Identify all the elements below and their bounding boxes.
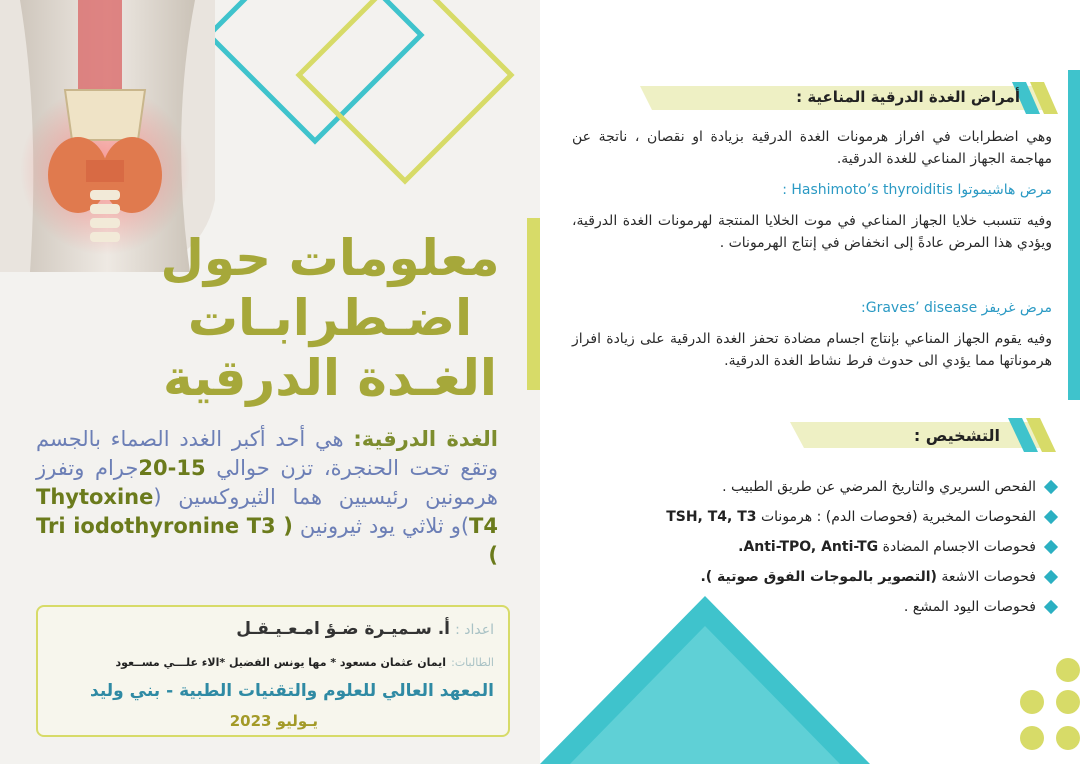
autoimmune-intro: وهي اضطرابات في افراز هرمونات الغدة الدرقية بزيادة او نقصان ، ناتجة عن مهاجمة الجهاز المناعي للغدة الدرقية. (572, 129, 1052, 167)
right-panel (540, 0, 1080, 764)
diagnosis-item-text: الفحص السريري والتاريخ المرضي عن طريق الطبيب . (722, 479, 1036, 495)
diamond-bullet-icon (1044, 510, 1058, 524)
prepared-by-row (236, 619, 494, 639)
students-names: ايمان عثمان مسعود * مها يونس الفضيل *الاء علـــي مســعود (115, 656, 447, 669)
autoimmune-title: أمراض الغدة الدرقية المناعية : (796, 88, 1020, 106)
intro-weight: 15-20 (138, 456, 206, 480)
title-line-3: الغـدة الدرقية (162, 349, 498, 407)
graves-text: وفيه يقوم الجهاز المناعي بإنتاج اجسام مضادة تحفز الغدة الدرقية على زيادة افراز هرموناتها مما يؤدي الى حدوث فرط نشاط الغدة الدرقية. (572, 331, 1052, 369)
diagnosis-item-text: فحوصات الاجسام المضادة (878, 539, 1036, 555)
hashimoto-text: وفيه تتسبب خلايا الجهاز المناعي في موت الخلايا المنتجة لهرمونات الغدة الدرقية، ويؤدي هذا المرض عادةً إلى انخفاض في إنتاج الهرمونات . (572, 213, 1052, 251)
hashimoto-title: مرض هاشيموتوا Hashimoto’s thyroiditis : (782, 182, 1052, 198)
diamond-bullet-icon (1044, 600, 1058, 614)
diagnosis-item-text: الفحوصات المخبرية (فحوصات الدم) : هرمونات (756, 509, 1036, 525)
intro-part-2: جرام وتفرز هرمونين رئيسيين هما الثيروكسين ( (36, 456, 498, 509)
prepared-by-name: أ. سـميـرة ضـؤ امـعـيـقـل (236, 619, 451, 639)
institute-name: المعهد العالي للعلوم والتقنيات الطبية - بني وليد (90, 681, 494, 701)
main-title (140, 228, 520, 408)
intro-part-1: هي أحد أكبر الغدد الصماء بالجسم وتقع تحت الحنجرة، تزن حوالي (36, 427, 498, 480)
graves-title: مرض غريفز Graves’ disease: (861, 300, 1052, 316)
date-row (230, 711, 318, 730)
list-item (578, 502, 1058, 532)
diamond-bullet-icon (1044, 540, 1058, 554)
right-edge-bar (1068, 70, 1080, 400)
credits-box (36, 605, 510, 737)
diamond-bullet-icon (1044, 570, 1058, 584)
students-label: الطالبات: (451, 656, 494, 669)
students-row (115, 651, 494, 670)
date-text: يـوليو 2023 (229, 712, 318, 730)
diagnosis-item-text: فحوصات الاشعة (936, 569, 1036, 585)
decorative-diamond-bottom (540, 596, 870, 764)
diagnosis-item-bold: (التصوير بالموجات الفوق صوتية ). (700, 569, 937, 585)
intro-t3: ( Tri iodothyronine T3 ) (36, 514, 498, 567)
prepared-by-label: اعداد : (455, 622, 494, 638)
diagnosis-item-text: فحوصات اليود المشع . (903, 599, 1036, 615)
list-item (578, 532, 1058, 562)
diagnosis-item-bold: TSH, T4, T3 (666, 509, 757, 525)
list-item (578, 562, 1058, 592)
intro-term: الغدة الدرقية: (353, 427, 498, 451)
diagnosis-title: التشخيص : (913, 426, 1000, 445)
diamond-bullet-icon (1044, 480, 1058, 494)
diagnosis-item-bold: Anti-TPO, Anti-TG. (738, 539, 879, 555)
institute-row (90, 681, 494, 701)
decorative-diamonds-top (170, 0, 540, 205)
list-item (578, 472, 1058, 502)
decorative-dots (1010, 650, 1080, 764)
title-line-1: معلومات حول (160, 229, 500, 287)
thyroid-intro-paragraph (36, 425, 498, 570)
title-line-2: اضـطرابـات (187, 289, 473, 347)
intro-part-3: )و ثلاثي يود ثيرونين (299, 514, 470, 538)
intro-t4: Thytoxine T4 (36, 485, 498, 538)
